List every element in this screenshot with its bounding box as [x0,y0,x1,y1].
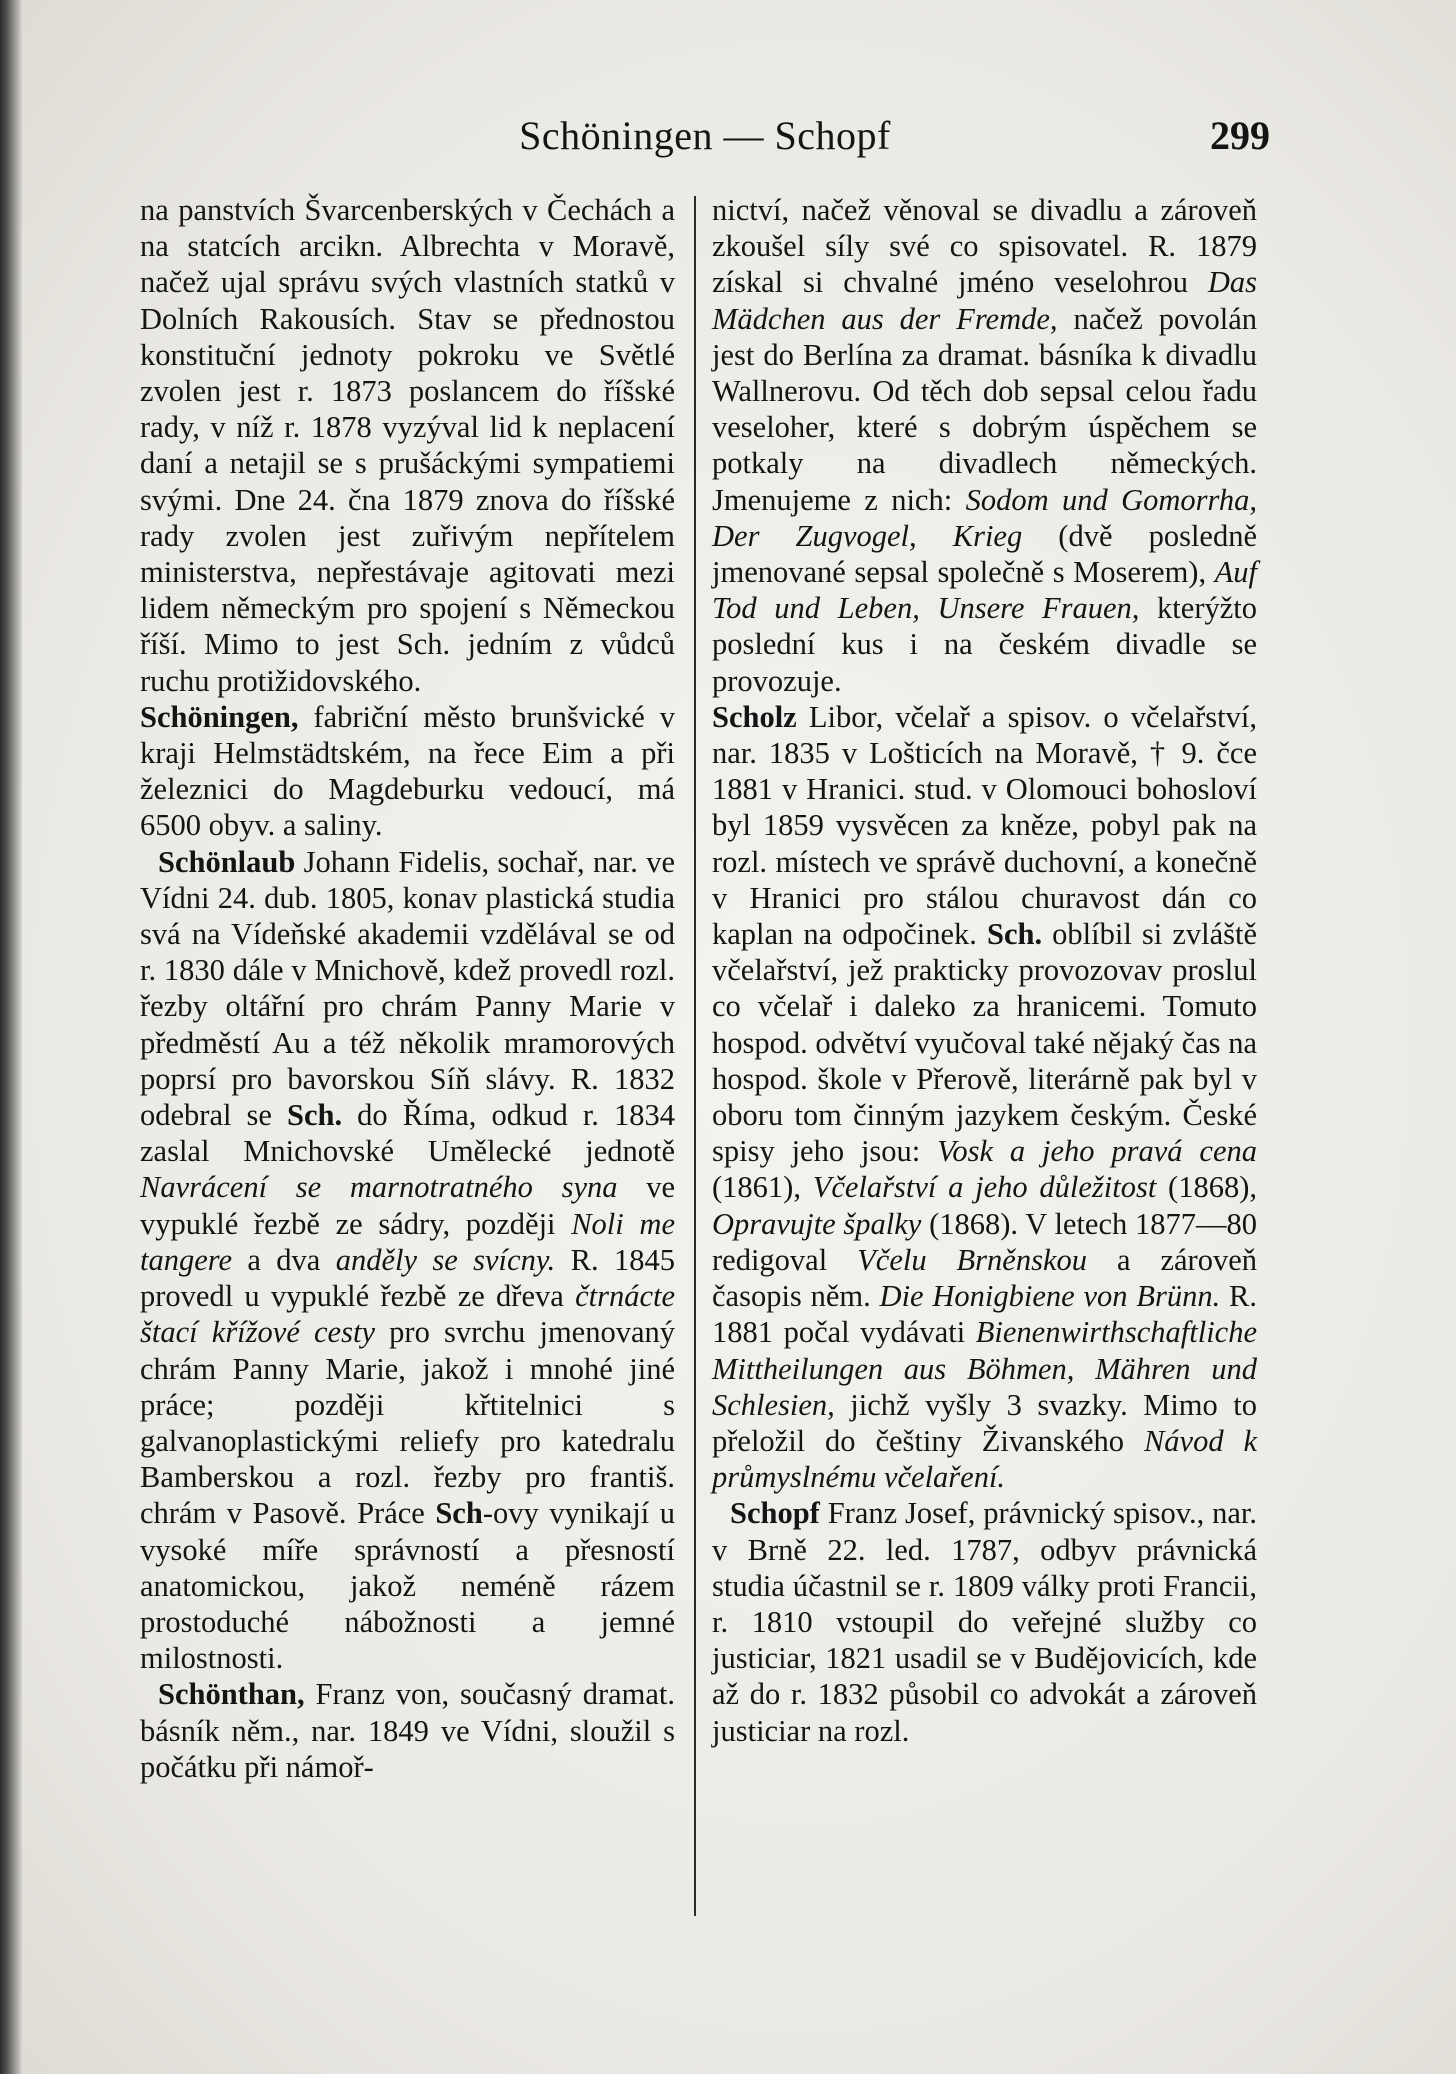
entry-text: Johann Fidelis, sochař, nar. ve Vídni 24. dub. 1805, konav plastická studia svá na Vídeňské akademii vzdělával se od r. 1830 dále v Mnichově, kdež provedl rozl. řezby oltářní pro chrám Panny Marie v předměstí Au a též několik mramorových poprsí pro bavorskou Síň slávy. R. 1832 odebral se [140,844,675,1133]
work-title: Vosk a jeho pravá cena [937,1134,1257,1169]
entry-text: do Říma, odkud r. 1834 zaslal Mnichovské Umělecké jednotě [140,1098,675,1169]
page-number: 299 [1210,113,1270,158]
left-column [140,192,675,1785]
work-title: Návod k průmyslnému včelaření. [712,1423,1258,1495]
scan-binding-edge [0,0,22,2074]
entry-headword: Schöningen, [140,699,299,734]
work-title: Navrácení se marnotratného syna [140,1170,618,1205]
entry-text: pro svrchu jmenovaný chrám Panny Marie, jakož i mnohé jiné práce; později křtitelnici s galvanoplastickými reliefy pro katedralu Bamberskou a rozl. řezby pro františ. chrám v Pasově. Práce [140,1315,675,1531]
entry-text: oblíbil si zvláště včelařství, jež prakticky provozovav proslul co včelař i daleko za hranicemi. Tomuto hospod. odvětví vyučoval také nějaký čas na hospod. škole v Přerově, literárně pak byl v oboru tom činným jazykem českým. České spisy jeho jsou: [712,917,1257,1169]
entry-text: ve vypuklé řezbě ze sádry, později [140,1170,675,1241]
work-title: Noli me tangere [140,1206,675,1277]
entry-text: R. 1845 provedl u vypuklé řezbě ze dřeva [140,1242,676,1314]
entry-text: a zároveň časopis něm. [712,1242,1257,1314]
entry-abbreviation: Sch. [287,1098,343,1133]
entry-text: (1868). V letech 1877—80 redigoval [712,1206,1257,1277]
entry-text: Franz Josef, právnický spisov., nar. v Brně 22. led. 1787, odbyv právnická studia účastnil se r. 1809 války proti Francii, r. 1810 vstoupil do veřejné služby co justiciar, 1821 usadil se v Budějovicích, kde až do r. 1832 působil co advokát a zároveň justiciar na rozl. [712,1496,1257,1748]
entry-text: (dvě posledně jmenované sepsal společně s Moserem), [712,518,1257,590]
work-title: Sodom und Gomorrha, Der Zugvogel, Krieg [712,482,1257,553]
entry-headword: Schopf [730,1496,820,1531]
header-title: Schöningen — Schopf [519,113,891,158]
work-title: Včelu Brněnskou [857,1242,1087,1277]
entry-schopf [712,1495,1257,1748]
entry-text: kterýžto poslední kus i na českém divadle se provozuje. [712,591,1257,698]
entry-schonthan [140,1676,675,1785]
column-divider [694,196,696,1916]
work-title: čtrnácte štací křížové cesty [140,1279,675,1350]
entry-text: nictví, načež věnoval se divadlu a zároveň zkoušel síly své co spisovatel. R. 1879 získal si chvalné jméno veselohrou [712,193,1257,300]
entry-text: fabriční město brunšvické v kraji Helmstädtském, na řece Eim a při železnici do Magdeburku vedoucí, má 6500 obyv. a saliny. [140,699,675,843]
entry-headword: Scholz [712,699,797,734]
entry-text: (1861), [712,1170,813,1205]
work-title: Opravujte špalky [712,1206,922,1241]
continuation-paragraph [712,192,1257,699]
entry-text: a dva [232,1242,336,1277]
work-title: anděly se svícny. [335,1242,556,1277]
entry-text: Libor, včelař a spisov. o včelařství, nar. 1835 v Lošticích na Moravě, † 9. čce 1881 v Hranici. stud. v Olomouci bohosloví byl 1859 vysvěcen za kněze, pobyl pak na rozl. místech ve správě duchovní, a konečně v Hranici pro stálou churavost dán co kaplan na odpočinek. [712,699,1257,952]
entry-abbreviation: Sch. [987,917,1043,952]
entry-text: (1868), [1156,1170,1257,1205]
work-title: Bienenwirthschaftliche Mittheilungen aus Böhmen, Mähren und Schlesien, [712,1315,1257,1422]
work-title: Auf Tod und Leben, Unsere Frauen, [712,555,1257,626]
right-column [712,192,1257,1749]
entry-scholz [712,699,1257,1495]
work-title: Die Honigbiene von Brünn. [879,1279,1221,1314]
entry-headword: Schönlaub [158,844,296,879]
entry-schonlaub [140,844,675,1677]
entry-text: načež povolán jest do Berlína za dramat. básníka k divadlu Wallnerovu. Od těch dob sepsal celou řadu veseloher, které s dobrým úspěchem se potkaly na divadlech německých. Jmenujeme z nich: [712,301,1257,517]
entry-headword: Schönthan, [158,1677,305,1712]
continuation-paragraph: na panstvích Švarcenberských v Čechách a na statcích arcikn. Albrechta v Moravě, načež ujal správu svých vlastních statků v Dolních Rakousích. Stav se přednostou konstituční jednoty pokroku ve Světlé zvolen jest r. 1873 poslancem do říšské rady, v níž r. 1878 vyzýval lid k neplacení daní a netajil se s prušáckými sympatiemi svými. Dne 24. čna 1879 znova do říšské rady zvolen jest zuřivým nepřítelem ministerstva, nepřestávaje agitovati mezi lidem německým pro spojení s Německou říší. Mimo to jest Sch. jedním z vůdců ruchu protižidovského. [140,193,675,698]
entry-text: R. 1881 počal vydávati [712,1279,1257,1350]
work-title: Včelařství a jeho důležitost [812,1170,1157,1205]
entry-text: jichž vyšly 3 svazky. Mimo to přeložil do češtiny Živanského [712,1387,1257,1458]
running-header [140,112,1270,162]
work-title: Das Mädchen aus der Fremde, [712,265,1257,336]
entry-text: -ovy vynikají u vysoké míře správností a přesností anatomickou, jakož neméně rázem prostoduché nábožnosti a jemné milostnosti. [140,1496,675,1676]
entry-abbreviation: Sch [435,1496,483,1531]
entry-text: Franz von, současný dramat. básník něm., nar. 1849 ve Vídni, sloužil s počátku při námoř- [140,1677,675,1784]
entry-schoningen [140,699,675,844]
